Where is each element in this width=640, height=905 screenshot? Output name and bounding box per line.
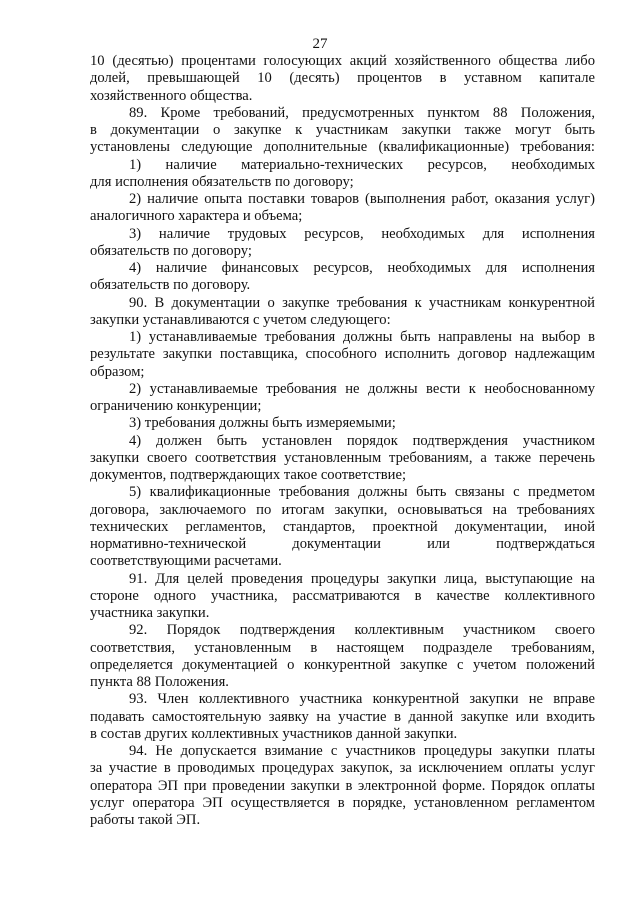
text-line: результате закупки поставщика, способного исполнить договор надлежащим — [90, 346, 595, 363]
text-line: ограничению конкуренции; — [90, 398, 262, 414]
text-line: долей, превышающей 10 (десять) процентов в уставном капитале — [90, 70, 595, 87]
text-line: 1) устанавливаемые требования должны быть направлены на выбор в — [129, 329, 595, 345]
text-line: 4) должен быть установлен порядок подтверждения участником — [129, 432, 595, 449]
text-line: работы такой ЭП. — [90, 812, 201, 828]
text-line: 3) требования должны быть измеряемыми; — [129, 415, 396, 432]
text-line: за участие в проводимых процедурах закупок, за исключением оплаты услуг — [90, 760, 595, 777]
text-line: аналогичного характера и объема; — [90, 208, 303, 225]
text-line: 10 (десятью) процентами голосующих акций хозяйственного общества либо — [90, 53, 595, 69]
text-line: 1) наличие материально-технических ресурсов, необходимых — [129, 156, 595, 173]
text-line: нормативно-технической документации или подтверждаться — [90, 536, 595, 552]
text-line: подавать самостоятельную заявку на участие в данной закупке или входить — [90, 708, 595, 725]
text-line: 91. Для целей проведения процедуры закупки лица, выступающие на — [129, 570, 595, 587]
text-line: закупки устанавливаются с учетом следующего: — [90, 311, 391, 328]
text-line: 4) наличие финансовых ресурсов, необходимых для исполнения — [129, 260, 595, 276]
text-line: договора, заключаемого по итогам закупки, основываться на требованиях — [90, 501, 595, 518]
text-line: образом; — [90, 363, 145, 380]
text-line: оператора ЭП при проведении закупки в электронной форме. Порядок оплаты — [90, 777, 595, 794]
page-number: 27 — [312, 36, 328, 52]
text-line: 5) квалификационные требования должны быть связаны с предметом — [129, 484, 595, 501]
text-line: хозяйственного общества. — [90, 87, 253, 104]
text-line: 2) наличие опыта поставки товаров (выполнения работ, оказания услуг) — [129, 191, 595, 207]
text-line: обязательств по договору; — [90, 242, 252, 259]
text-line: 90. В документации о закупке требования к участникам конкурентной — [129, 294, 595, 311]
text-line: документов, подтверждающих такое соответствие; — [90, 467, 407, 483]
text-line: 2) устанавливаемые требования не должны вести к необоснованному — [129, 380, 595, 397]
text-line: 93. Член коллективного участника конкурентной закупки не вправе — [129, 691, 595, 708]
text-line: соответствующими расчетами. — [90, 553, 282, 570]
text-line: 3) наличие трудовых ресурсов, необходимых для исполнения — [129, 225, 595, 242]
text-line: 89. Кроме требований, предусмотренных пунктом 88 Положения, — [129, 104, 595, 121]
text-line: для исполнения обязательств по договору; — [90, 173, 354, 190]
text-line: обязательств по договору. — [90, 277, 251, 294]
text-line: установлены следующие дополнительные (квалификационные) требования: — [90, 139, 595, 156]
text-line: стороне одного участника, рассматриваются в качестве коллективного — [90, 587, 595, 604]
text-line: пункта 88 Положения. — [90, 674, 229, 690]
text-line: соответствия, установленным в настоящем подразделе требованиям, — [90, 639, 595, 656]
text-line: определяется документацией о конкурентной закупке с учетом положений — [90, 656, 595, 673]
text-line: технических регламентов, стандартов, проектной документации, иной — [90, 518, 595, 535]
text-line: закупки своего соответствия установленным требованиям, а также перечень — [90, 449, 595, 466]
text-line: участника закупки. — [90, 605, 210, 621]
text-line: 92. Порядок подтверждения коллективным участником своего — [129, 622, 595, 639]
text-line: в документации о закупке к участникам закупки также могут быть — [90, 122, 595, 138]
text-line: услуг оператора ЭП осуществляется в порядке, установленном регламентом — [90, 794, 595, 811]
text-line: 94. Не допускается взимание с участников процедуры закупки платы — [129, 743, 595, 759]
text-line: в состав других коллективных участников данной закупки. — [90, 725, 458, 742]
document-body — [90, 53, 595, 829]
